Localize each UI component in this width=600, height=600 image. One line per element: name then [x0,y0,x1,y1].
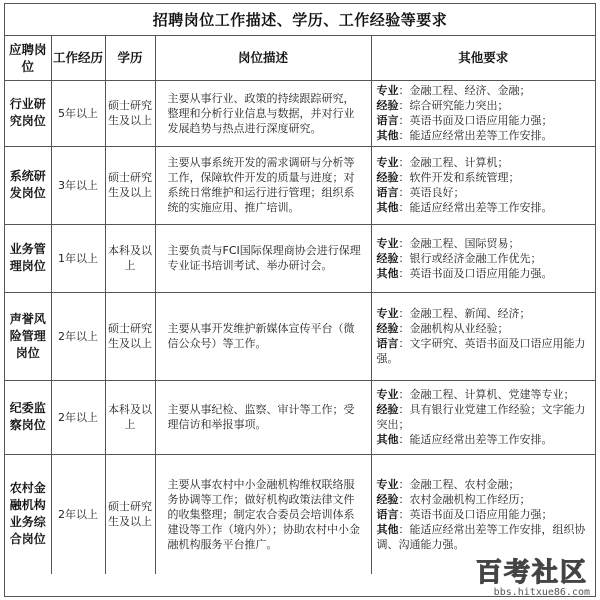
experience-cell: 1年以上 [51,224,105,292]
table-row [5,454,595,574]
requirement-text: ：银行或经济金融工作优先； [398,251,542,265]
table-row [5,380,595,454]
requirement-line [377,507,592,522]
education-cell: 硕士研究生及以上 [105,454,155,574]
requirement-text: ：金融工程、经济、金融； [398,84,531,97]
position-cell: 声誉风险管理岗位 [5,292,51,380]
requirement-text: ：英语书面及口语应用能力强； [398,114,553,127]
requirements-table [5,36,595,574]
requirement-key: 其他 [376,129,399,142]
requirement-text: ：能适应经常出差等工作安排。 [398,433,553,446]
experience-cell: 3年以上 [51,146,105,224]
requirement-line [377,128,592,143]
description-cell: 主要从事开发维护新媒体宣传平台（微信公众号）等工作。 [155,292,371,380]
description-cell: 主要从事农村中小金融机构维权联络服务协调等工作；做好机构政策法律文件的收集整理；制定农合委员会培训体系建设等工作（境内外）；协助农村中小金融机构服务平台推广。 [155,454,371,574]
education-cell: 硕士研究生及以上 [105,80,155,146]
experience-cell: 2年以上 [51,292,105,380]
requirement-key: 经验 [376,403,399,416]
requirement-line [377,387,592,402]
description-cell: 主要负责与FCI国际保理商协会进行保理专业证书培训考试、举办研讨会。 [155,224,371,292]
table-header-row [5,36,595,80]
requirement-text: ：英语书面及口语应用能力强； [398,507,553,521]
requirement-text: ：综合研究能力突出； [398,99,509,112]
experience-cell: 2年以上 [51,454,105,574]
requirement-line [377,155,592,170]
header-education: 学历 [105,36,155,80]
header-position: 应聘岗位 [5,36,51,80]
watermark-url: bbs.hitxue86.com [493,587,590,598]
table-row [5,80,595,146]
position-cell: 系统研发岗位 [5,146,51,224]
requirement-line [377,266,592,281]
other-requirements-cell [371,80,595,146]
requirement-text: ：文字研究、英语书面及口语应用能力强。 [376,337,586,365]
header-description: 岗位描述 [155,36,371,80]
education-cell: 硕士研究生及以上 [105,292,155,380]
requirement-key: 专业 [376,236,399,250]
requirement-key: 专业 [376,477,399,491]
requirement-text: ：金融工程、计算机、党建等专业； [398,388,575,401]
requirement-line [377,492,592,507]
requirement-line [377,113,592,128]
other-requirements-cell [371,292,595,380]
requirement-text: ：英语书面及口语应用能力强。 [398,266,553,280]
requirement-line [377,402,592,432]
requirement-text: ：能适应经常出差等工作安排。 [398,129,553,142]
requirement-text: ：英语良好； [398,186,465,199]
requirement-line [377,236,592,251]
other-requirements-cell [371,380,595,454]
requirement-line [377,200,592,215]
requirement-text: ：金融工程、新闻、经济； [398,307,531,320]
requirement-text: ：能适应经常出差等工作安排。 [398,201,553,214]
education-cell: 硕士研究生及以上 [105,146,155,224]
requirement-key: 经验 [376,99,399,112]
requirement-line [377,522,592,552]
other-requirements-cell [371,224,595,292]
requirement-text: ：金融机构从业经验； [398,322,509,335]
requirement-key: 语言 [376,114,399,127]
requirement-key: 经验 [376,251,399,265]
description-cell: 主要从事纪检、监察、审计等工作；受理信访和举报事项。 [155,380,371,454]
header-other: 其他要求 [371,36,595,80]
requirement-line [377,170,592,185]
requirement-key: 专业 [376,307,399,320]
header-experience: 工作经历 [51,36,105,80]
requirement-text: ：农村金融机构工作经历； [398,492,531,506]
requirement-key: 专业 [376,388,399,401]
requirement-key: 其他 [376,433,399,446]
watermark-logo-text: 百考社区 [475,558,588,588]
requirement-line [377,98,592,113]
requirement-key: 语言 [376,337,399,350]
requirement-key: 经验 [376,492,399,506]
position-cell: 业务管理岗位 [5,224,51,292]
other-requirements-cell [371,454,595,574]
requirement-key: 语言 [376,186,399,199]
requirement-text: ：金融工程、农村金融； [398,477,520,491]
education-cell: 本科及以上 [105,224,155,292]
requirement-text: ：金融工程、国际贸易； [398,236,520,250]
document-title: 招聘岗位工作描述、学历、工作经验等要求 [5,4,595,36]
requirement-key: 经验 [376,322,399,335]
table-row [5,224,595,292]
requirement-line [377,336,592,366]
position-cell: 农村金融机构业务综合岗位 [5,454,51,574]
requirement-line [377,321,592,336]
requirement-text: ：软件开发和系统管理； [398,171,520,184]
requirement-key: 专业 [376,84,399,97]
requirement-text: ：金融工程、计算机； [398,156,509,169]
requirement-text: ：具有银行业党建工作经验；文字能力突出； [376,403,586,431]
requirement-line [377,185,592,200]
requirement-text: ：能适应经常出差等工作安排，组织协调、沟通能力强。 [376,522,586,551]
requirement-key: 其他 [376,522,399,536]
position-cell: 行业研究岗位 [5,80,51,146]
requirement-key: 经验 [376,171,399,184]
requirement-line [377,83,592,98]
experience-cell: 5年以上 [51,80,105,146]
requirement-key: 语言 [376,507,399,521]
requirement-key: 专业 [376,156,399,169]
requirement-line [377,477,592,492]
other-requirements-cell [371,146,595,224]
requirement-line [377,251,592,266]
requirement-line [377,432,592,447]
description-cell: 主要从事系统开发的需求调研与分析等工作，保障软件开发的质量与进度；对系统日常维护和运行进行管理；组织系统的实施应用、推广培训。 [155,146,371,224]
table-row [5,292,595,380]
requirement-line [377,306,592,321]
requirement-key: 其他 [376,201,399,214]
table-row [5,146,595,224]
education-cell: 本科及以上 [105,380,155,454]
position-cell: 纪委监察岗位 [5,380,51,454]
requirement-key: 其他 [376,266,399,280]
experience-cell: 2年以上 [51,380,105,454]
recruitment-document [4,3,596,597]
description-cell: 主要从事行业、政策的持续跟踪研究，整理和分析行业信息与数据，并对行业发展趋势与热点进行深度研究。 [155,80,371,146]
